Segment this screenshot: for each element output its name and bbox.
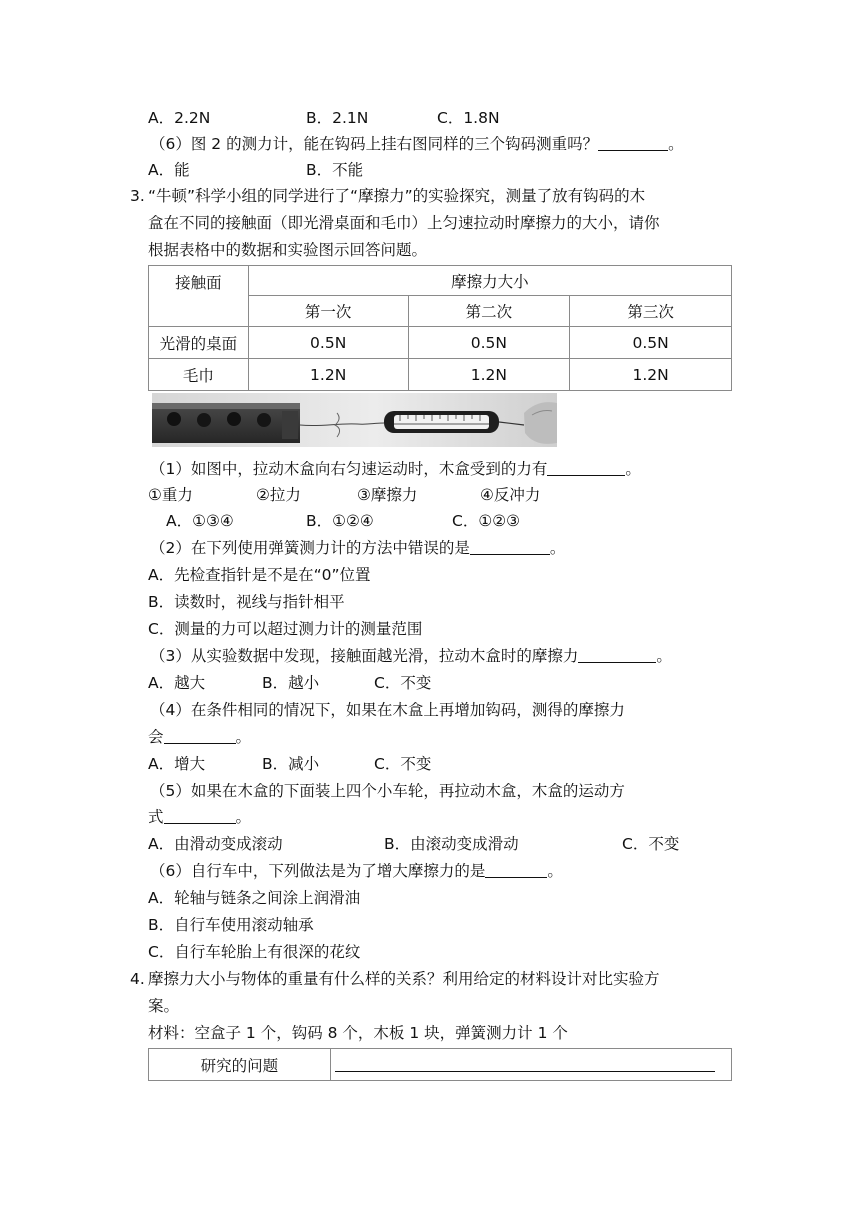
force-2: ②拉力 [256,486,301,504]
header-trial-1: 第一次 [248,296,408,327]
value-cell: 1.2N [570,359,732,391]
option-c: C．自行车轮胎上有很深的花纹 [148,943,361,961]
question-4-line2: 案。 [148,997,180,1015]
header-trial-3: 第三次 [570,296,732,327]
research-question-label: 研究的问题 [149,1049,331,1081]
question-3-number: 3. [130,187,145,205]
question-3-3 [150,645,672,667]
option-b: B．①②④ [306,512,374,530]
question-text: 会 [148,728,164,746]
table-row [149,327,732,359]
question-text: （3）从实验数据中发现，接触面越光滑，拉动木盒时的摩擦力 [150,647,579,665]
question-3-intro-line3: 根据表格中的数据和实验图示回答问题。 [148,241,428,259]
option-c: C．不变 [622,835,680,853]
answer-blank[interactable] [470,538,550,555]
question-3-intro-line1: “牛顿”科学小组的同学进行了“摩擦力”的实验探究，测量了放有钩码的木 [148,187,646,205]
answer-blank[interactable] [485,861,547,878]
research-question-cell[interactable] [330,1049,731,1081]
question-2-6 [150,133,684,155]
question-text: （2）在下列使用弹簧测力计的方法中错误的是 [150,539,470,557]
option-b: B．2.1N [306,109,369,127]
answer-blank[interactable] [547,459,625,476]
experiment-photo [152,393,557,447]
surface-cell: 光滑的桌面 [149,327,249,359]
question-3-2 [150,537,565,559]
option-b: B．由滚动变成滑动 [384,835,519,853]
answer-blank[interactable] [164,727,236,744]
option-c: C．不变 [374,755,432,773]
header-friction: 摩擦力大小 [248,266,731,296]
value-cell: 1.2N [248,359,408,391]
friction-table [148,265,732,391]
value-cell: 0.5N [248,327,408,359]
force-3: ③摩擦力 [357,486,418,504]
question-3-intro-line2: 盒在不同的接触面（即光滑桌面和毛巾）上匀速拉动时摩擦力的大小，请你 [148,214,660,232]
option-a: A．增大 [148,755,206,773]
answer-blank[interactable] [598,134,668,151]
table-row [149,359,732,391]
question-text: （6）图 2 的测力计，能在钩码上挂右图同样的三个钩码测重吗？ [150,135,599,153]
option-c: C．1.8N [437,109,500,127]
question-3-6 [150,860,563,882]
force-1: ①重力 [148,486,193,504]
question-4-line1: 摩擦力大小与物体的重量有什么样的关系？利用给定的材料设计对比实验方 [148,970,660,988]
period: 。 [549,539,566,557]
materials-text: 材料：空盒子 1 个，钩码 8 个，木板 1 块，弹簧测力计 1 个 [148,1024,568,1042]
option-b: B．读数时，视线与指针相平 [148,593,345,611]
period: 。 [656,647,672,665]
option-a: A．能 [148,161,190,179]
option-a: A．轮轴与链条之间涂上润滑油 [148,889,361,907]
header-trial-2: 第二次 [408,296,570,327]
header-surface: 接触面 [149,266,249,327]
answer-blank[interactable] [335,1057,715,1072]
option-b: B．越小 [262,674,320,692]
option-b: B．减小 [262,755,320,773]
answer-blank[interactable] [164,807,236,824]
question-text: 式 [148,808,164,826]
option-b: B．不能 [306,161,364,179]
value-cell: 0.5N [570,327,732,359]
question-3-1 [150,458,641,480]
period: 。 [625,460,641,478]
option-a: A．2.2N [148,109,211,127]
period: 。 [668,135,684,153]
option-c: C．测量的力可以超过测力计的测量范围 [148,620,423,638]
option-a: A．①③④ [166,512,234,530]
question-3-4-line1: （4）在条件相同的情况下，如果在木盒上再增加钩码，测得的摩擦力 [150,701,625,719]
question-3-4-line2 [148,726,251,748]
option-a: A．越大 [148,674,206,692]
wooden-box [152,403,300,443]
question-text: （6）自行车中，下列做法是为了增大摩擦力的是 [150,862,486,880]
option-b: B．自行车使用滚动轴承 [148,916,314,934]
question-4-number: 4. [130,970,145,988]
option-c: C．不变 [374,674,432,692]
question-3-5-line1: （5）如果在木盒的下面装上四个小车轮，再拉动木盒，木盒的运动方 [150,782,625,800]
option-c: C．①②③ [452,512,521,530]
question-3-5-line2 [148,806,251,828]
value-cell: 0.5N [408,327,570,359]
surface-cell: 毛巾 [149,359,249,391]
option-a: A．先检查指针是不是在“0”位置 [148,566,371,584]
force-4: ④反冲力 [480,486,541,504]
answer-blank[interactable] [578,646,656,663]
option-a: A．由滑动变成滚动 [148,835,283,853]
period: 。 [547,862,563,880]
period: 。 [235,728,252,746]
value-cell: 1.2N [408,359,570,391]
period: 。 [235,808,252,826]
design-table [148,1048,732,1081]
question-text: （1）如图中，拉动木盒向右匀速运动时，木盒受到的力有 [150,460,548,478]
